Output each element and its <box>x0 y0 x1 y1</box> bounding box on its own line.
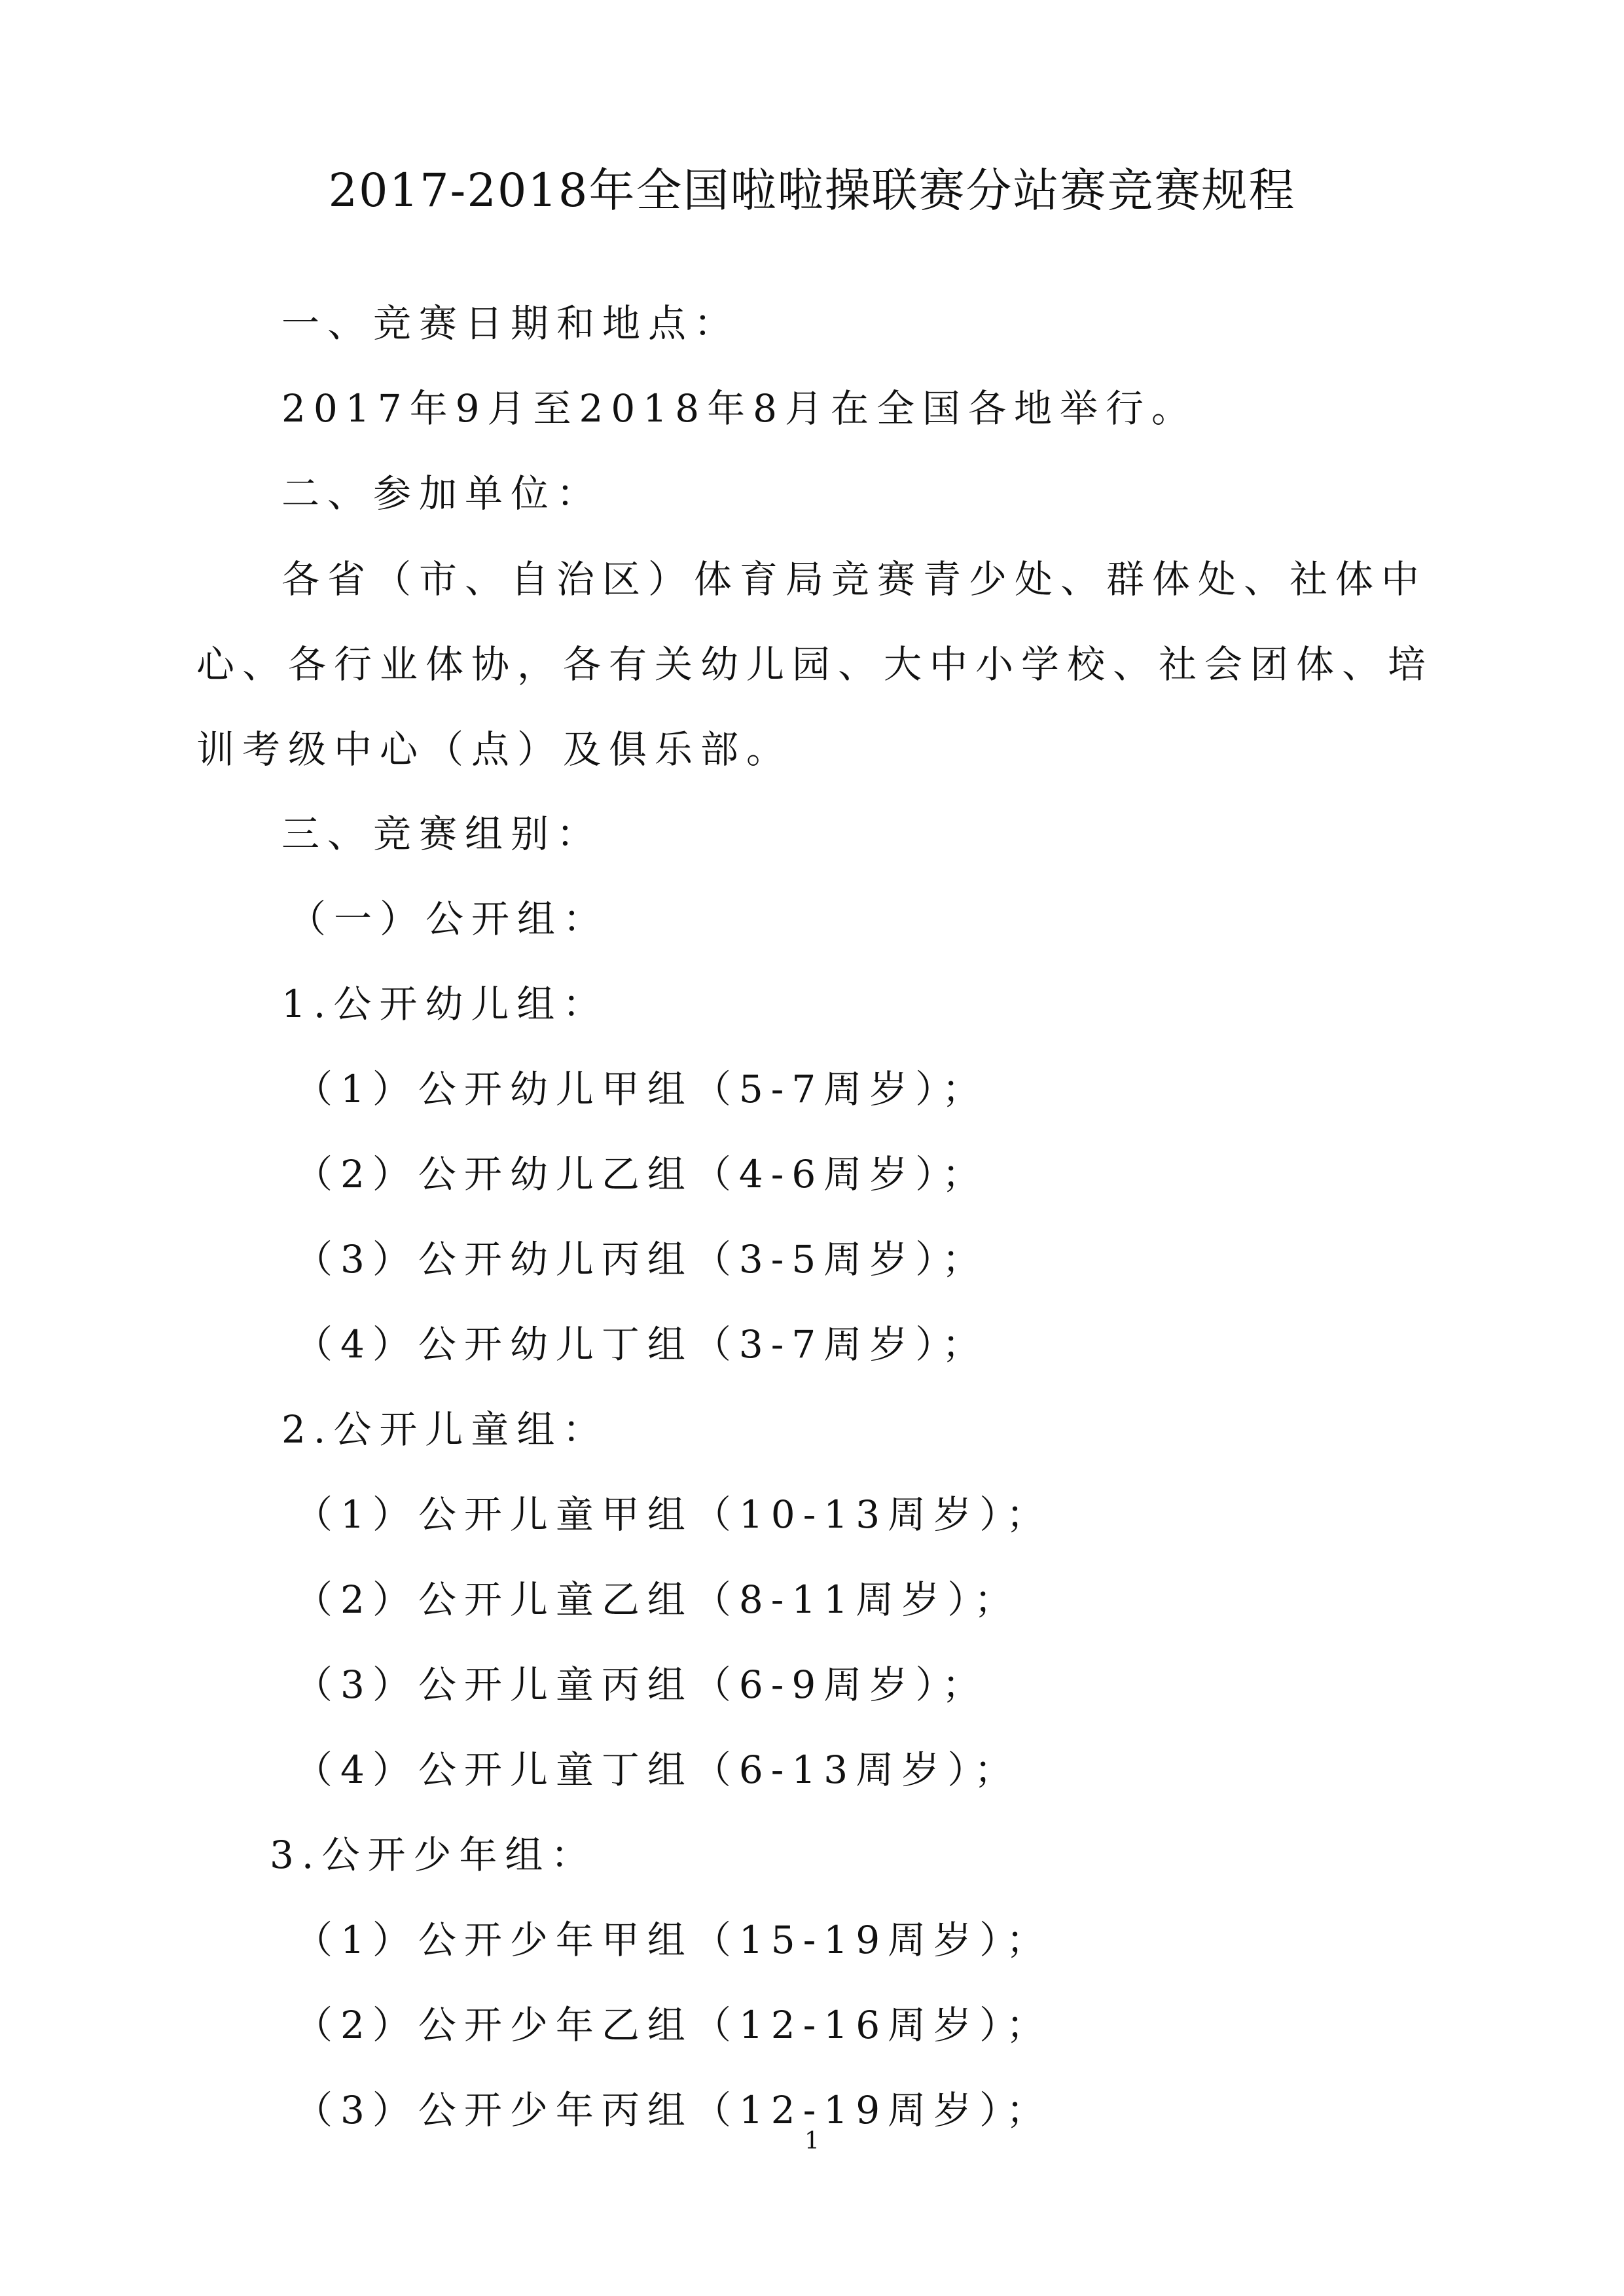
list-item: （3）公开儿童丙组（6-9周岁）； <box>295 1662 988 1707</box>
list-item: （3）公开少年丙组（12-19周岁）； <box>295 2088 1053 2132</box>
toddler-group-heading: 1.公开幼儿组： <box>281 982 609 1026</box>
children-group-heading: 2.公开儿童组： <box>281 1407 609 1452</box>
list-item: （3）公开幼儿丙组（3-5周岁）； <box>295 1237 988 1282</box>
open-group-heading: （一）公开组： <box>288 897 609 941</box>
list-item: （4）公开儿童丁组（6-13周岁）； <box>295 1748 1020 1792</box>
list-item: （2）公开幼儿乙组（4-6周岁）； <box>295 1152 988 1196</box>
participants-paragraph: 各省（市、自治区）体育局竞赛青少处、群体处、社体中心、各行业体协，各有关幼儿园、大中小学校、社会团体、培训考级中心（点）及俱乐部。 <box>196 557 1434 772</box>
section-heading-participants: 二、参加单位： <box>281 471 603 516</box>
section-heading-date-location: 一、竞赛日期和地点： <box>281 301 740 346</box>
list-item: （1）公开幼儿甲组（5-7周岁）； <box>295 1067 988 1111</box>
list-item: （1）公开儿童甲组（10-13周岁）； <box>295 1492 1053 1537</box>
document-title: 2017-2018年全国啦啦操联赛分站赛竞赛规程 <box>328 164 1296 217</box>
youth-group-heading: 3.公开少年组： <box>270 1833 597 1877</box>
date-location-text: 2017年9月至2018年8月在全国各地举行。 <box>281 386 1198 431</box>
list-item: （4）公开幼儿丁组（3-7周岁）； <box>295 1322 988 1367</box>
list-item: （2）公开少年乙组（12-16周岁）； <box>295 2003 1053 2047</box>
page-number: 1 <box>804 2128 820 2155</box>
list-item: （1）公开少年甲组（15-19周岁）； <box>295 1918 1053 1962</box>
list-item: （2）公开儿童乙组（8-11周岁）； <box>295 1577 1020 1622</box>
section-heading-groups: 三、竞赛组别： <box>281 812 603 856</box>
